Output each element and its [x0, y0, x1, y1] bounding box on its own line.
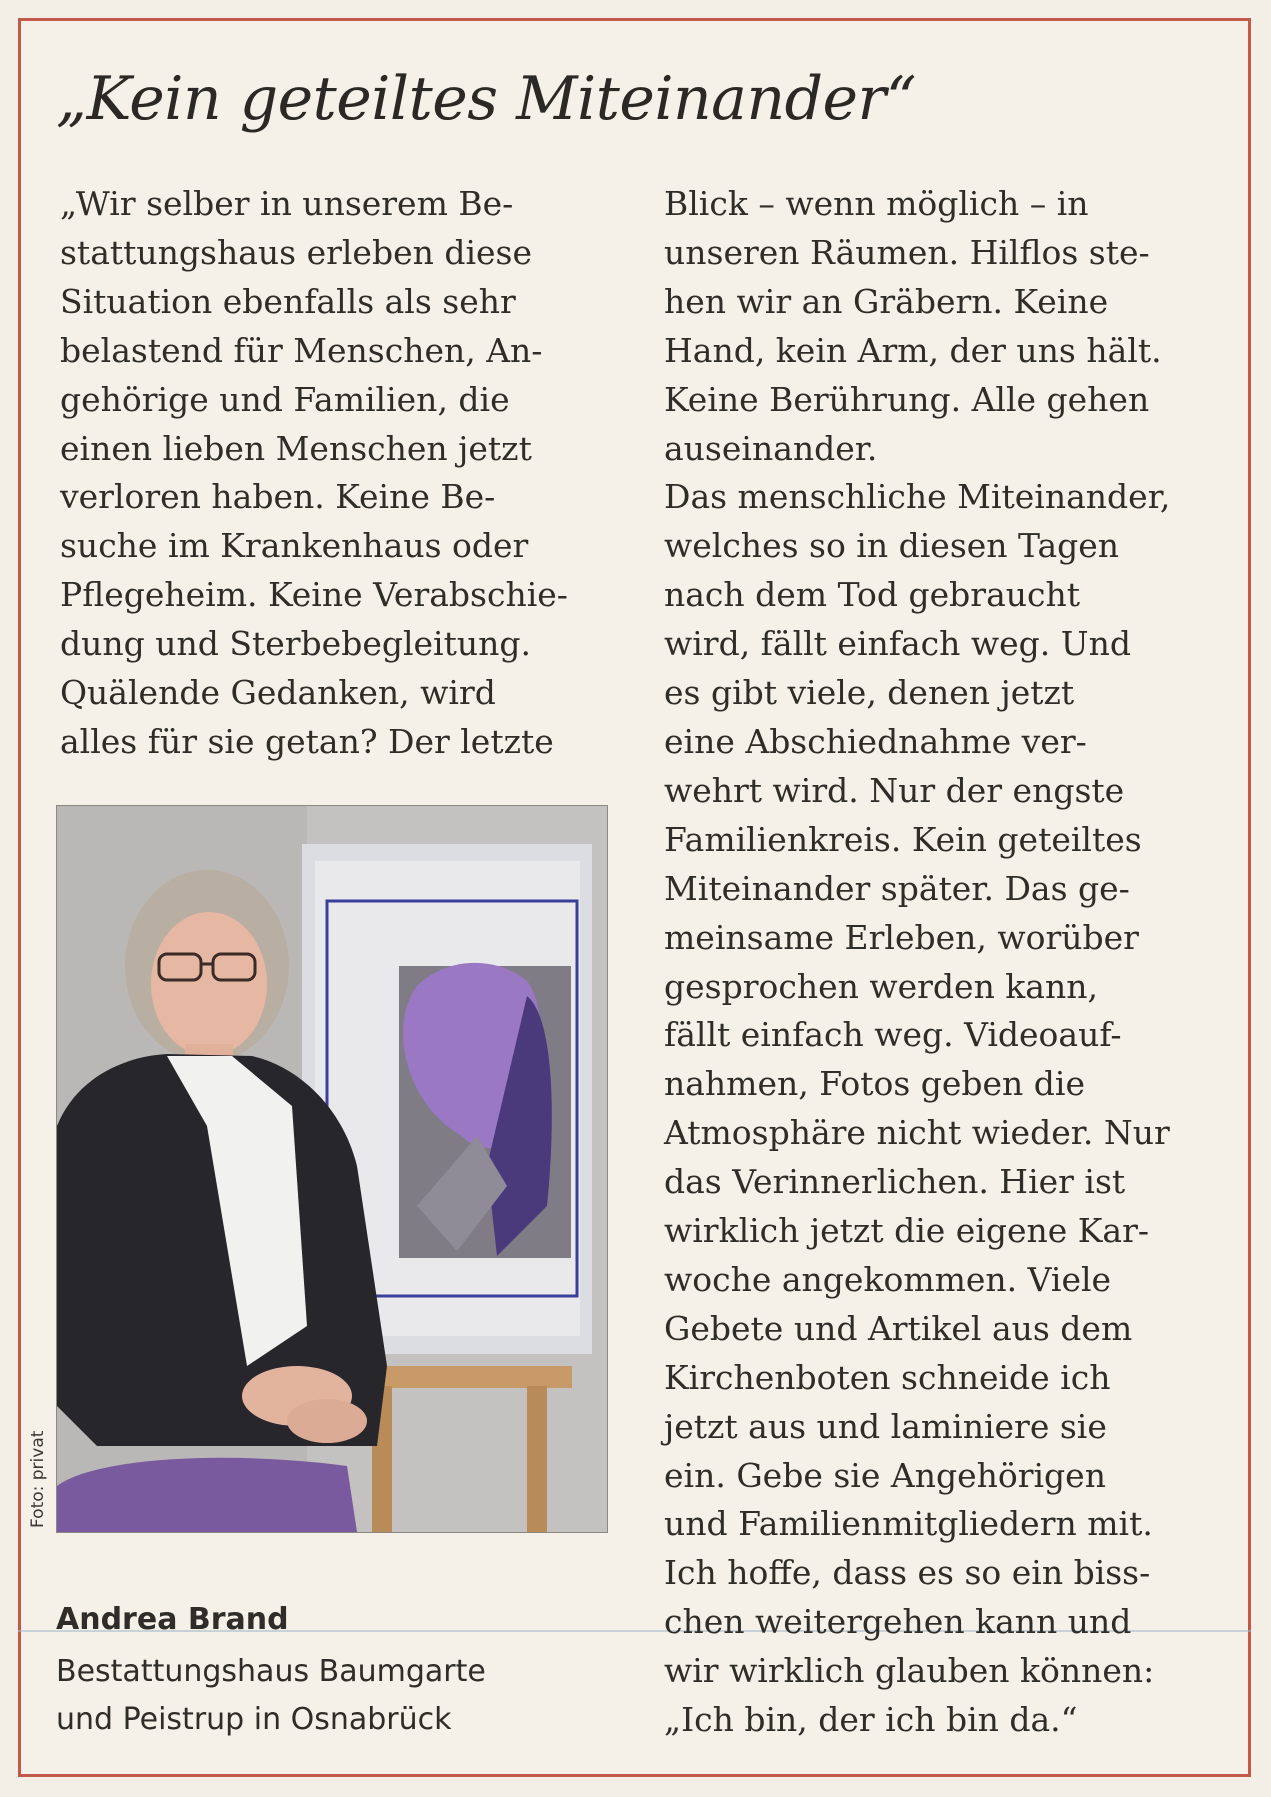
- body-line: Blick – wenn möglich – in: [664, 184, 1089, 223]
- body-line: Keine Berührung. Alle gehen: [664, 379, 1150, 419]
- body-line: chen weitergehen kann und: [664, 1602, 1132, 1642]
- body-line: meinsame Erleben, worüber: [664, 917, 1139, 957]
- body-line: es gibt viele, denen jetzt: [664, 673, 1075, 713]
- body-line: fällt einfach weg. Videoauf-: [664, 1015, 1122, 1055]
- body-line: einen lieben Menschen jetzt: [60, 428, 532, 468]
- body-line: jetzt aus und laminiere sie: [664, 1406, 1107, 1446]
- body-line: Familienkreis. Kein geteiltes: [664, 819, 1142, 859]
- body-line: wehrt wird. Nur der engste: [664, 770, 1125, 810]
- body-line: „Wir selber in unserem Be-: [60, 184, 514, 223]
- body-line: woche angekommen. Viele: [664, 1259, 1112, 1299]
- body-line: Pflegeheim. Keine Verabschie-: [60, 575, 568, 615]
- body-line: unseren Räumen. Hilflos ste-: [664, 232, 1150, 272]
- body-line: Quälende Gedanken, wird: [60, 673, 496, 713]
- body-line: Hand, kein Arm, der uns hält.: [664, 330, 1162, 370]
- body-line: wird, fällt einfach weg. Und: [664, 624, 1131, 664]
- body-line: auseinander.: [664, 428, 878, 468]
- author-role-line: Bestattungshaus Baumgarte: [56, 1654, 486, 1689]
- left-column: [60, 180, 620, 767]
- body-line: nach dem Tod gebraucht: [664, 575, 1080, 615]
- body-line: belastend für Menschen, An-: [60, 330, 543, 370]
- body-line: suche im Krankenhaus oder: [60, 526, 529, 566]
- body-line: ein. Gebe sie Angehörigen: [664, 1455, 1106, 1495]
- right-column: [664, 180, 1234, 1745]
- body-line: und Familienmitgliedern mit.: [664, 1504, 1153, 1544]
- body-line: verloren haben. Keine Be-: [60, 477, 496, 517]
- body-line: welches so in diesen Tagen: [664, 526, 1120, 566]
- photo-credit: Foto: privat: [28, 1430, 48, 1528]
- body-line: Ich hoffe, dass es so ein biss-: [664, 1553, 1151, 1593]
- body-line: Situation ebenfalls als sehr: [60, 281, 516, 321]
- portrait-photo: [56, 805, 608, 1533]
- body-line: dung und Sterbebegleitung.: [60, 624, 531, 664]
- body-line: alles für sie getan? Der letzte: [60, 721, 554, 761]
- body-line: das Verinnerlichen. Hier ist: [664, 1162, 1126, 1202]
- body-line: gesprochen werden kann,: [664, 966, 1098, 1006]
- author-role-line: und Peistrup in Osnabrück: [56, 1702, 452, 1737]
- body-line: wirklich jetzt die eigene Kar-: [664, 1211, 1150, 1251]
- body-line: Miteinander später. Das ge-: [664, 868, 1130, 908]
- body-line: hen wir an Gräbern. Keine: [664, 281, 1109, 321]
- article-title: „Kein geteiltes Miteinander“: [56, 64, 916, 134]
- body-line: gehörige und Familien, die: [60, 379, 510, 419]
- body-line: Gebete und Artikel aus dem: [664, 1308, 1133, 1348]
- body-line: wir wirklich glauben können:: [664, 1651, 1155, 1691]
- body-line: „Ich bin, der ich bin da.“: [664, 1700, 1078, 1740]
- body-line: Das menschliche Miteinander,: [664, 477, 1171, 517]
- author-role: [56, 1648, 486, 1744]
- body-line: Kirchenboten schneide ich: [664, 1357, 1111, 1397]
- body-line: eine Abschiednahme ver-: [664, 721, 1087, 761]
- body-line: stattungshaus erleben diese: [60, 232, 533, 272]
- body-line: nahmen, Fotos geben die: [664, 1064, 1086, 1104]
- author-name: Andrea Brand: [56, 1602, 289, 1637]
- body-line: Atmosphäre nicht wieder. Nur: [664, 1113, 1170, 1153]
